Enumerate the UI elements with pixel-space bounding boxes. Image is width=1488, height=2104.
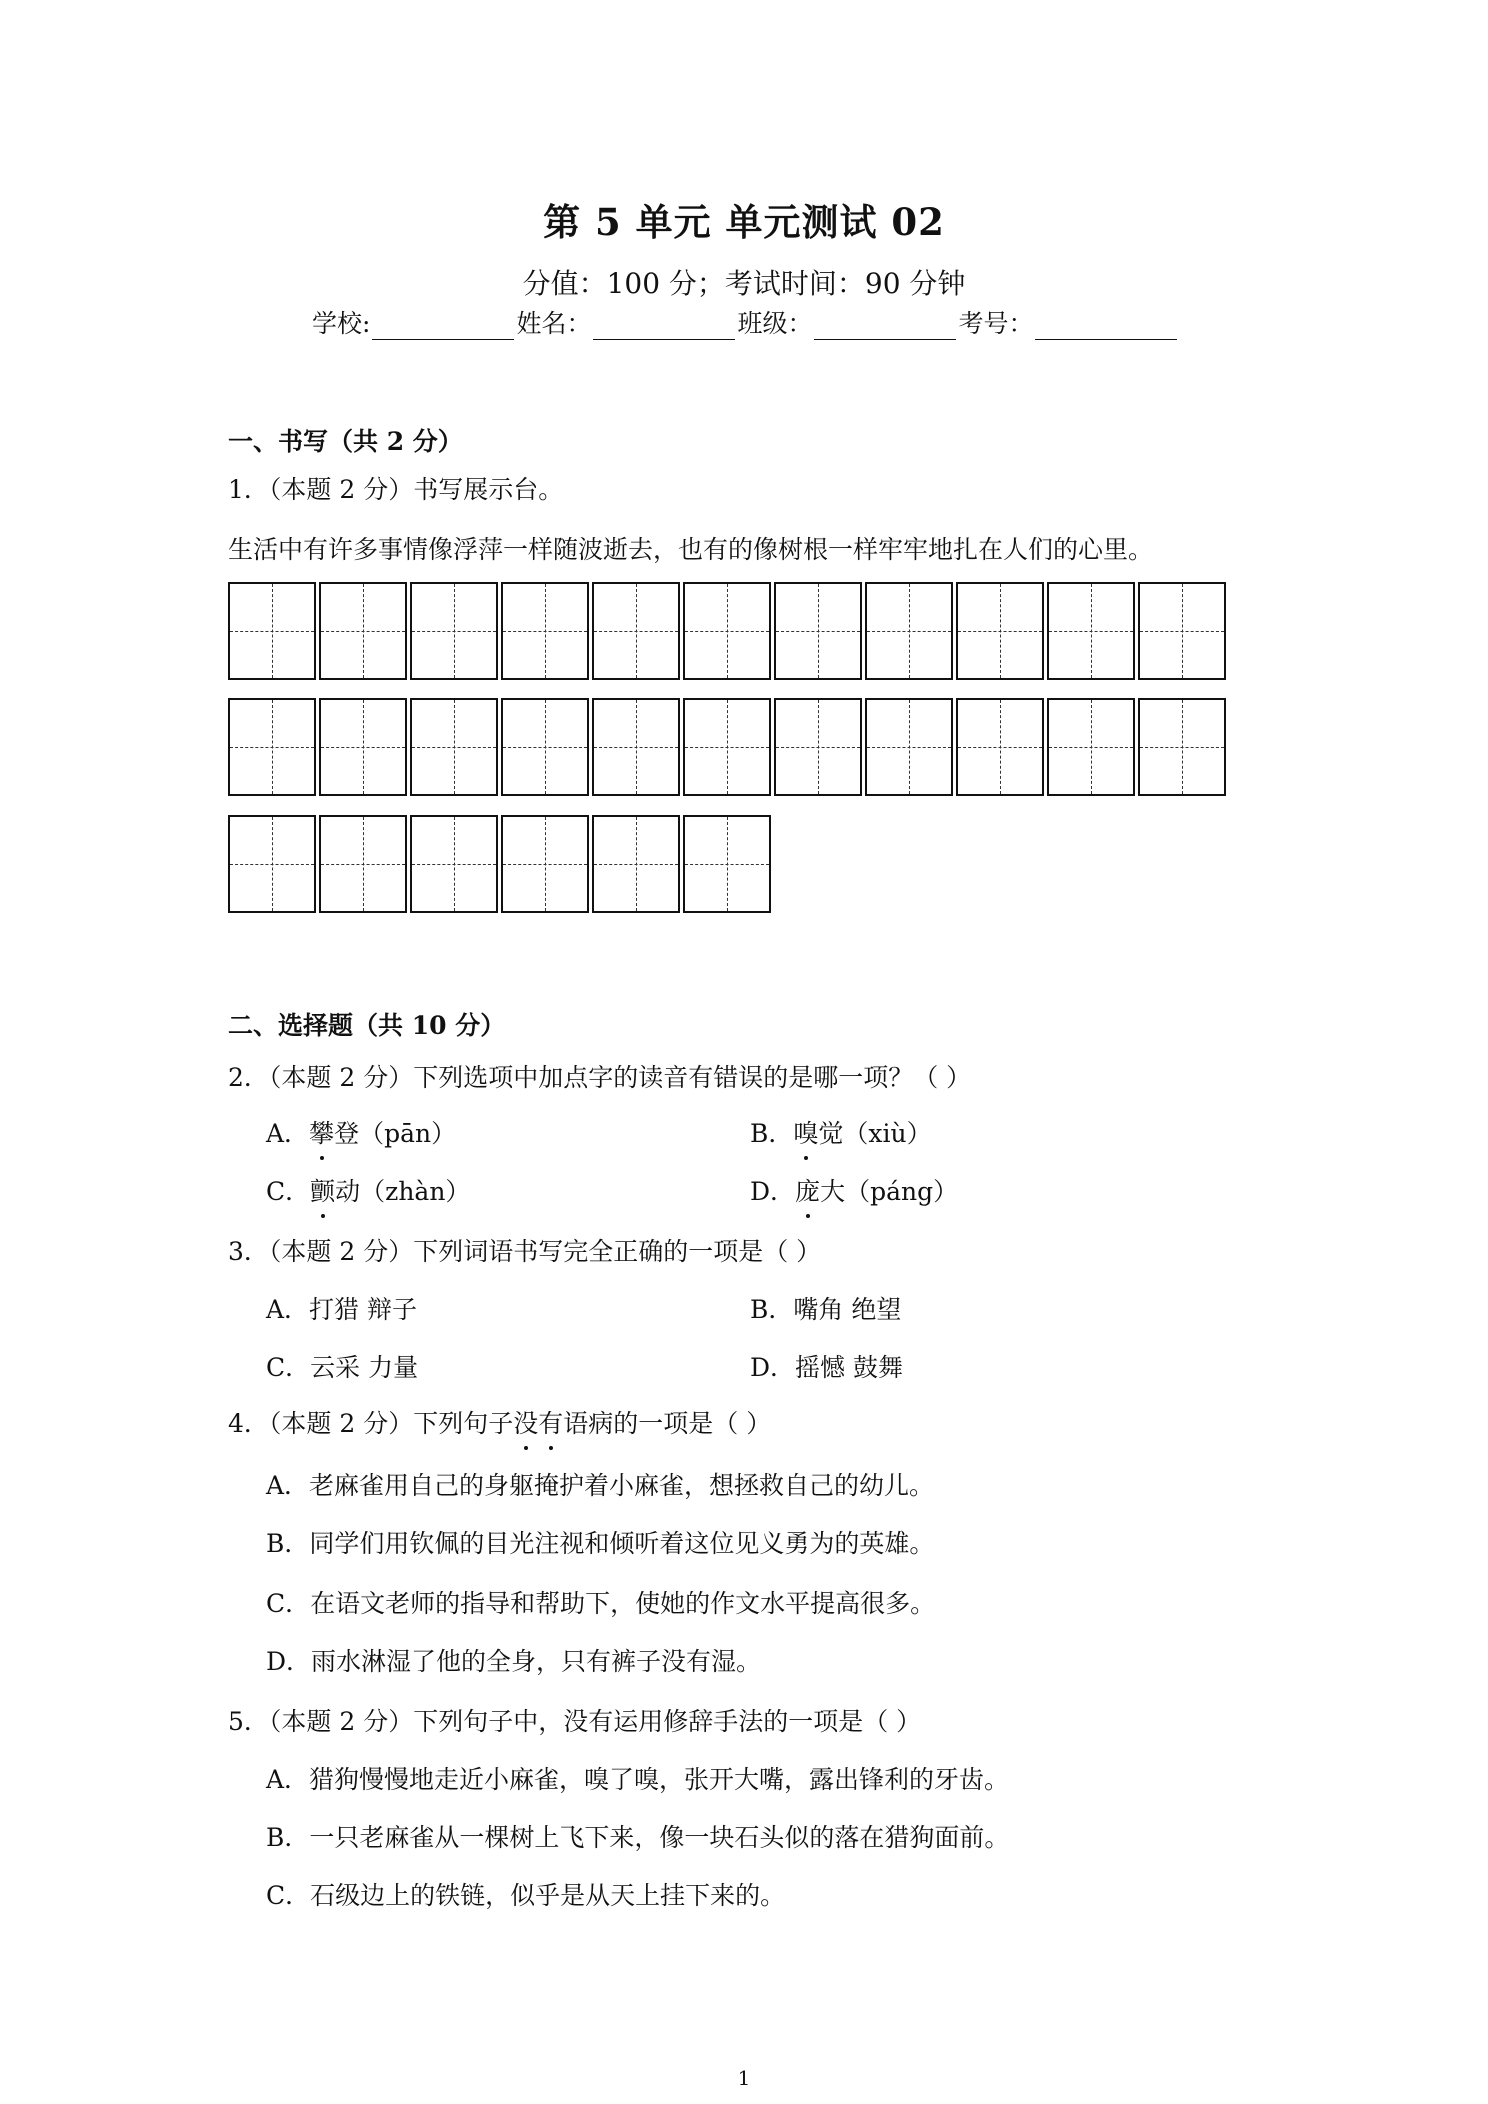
question-2-option-d[interactable] [750, 1172, 958, 1208]
page-title: 第 5 单元 单元测试 02 [543, 200, 945, 244]
student-info-fields [312, 304, 1179, 340]
writing-cell[interactable] [956, 698, 1044, 796]
question-5-option-a[interactable]: A．猎狗慢慢地走近小麻雀，嗅了嗅，张开大嘴，露出锋利的牙齿。 [266, 1765, 1010, 1794]
writing-cell[interactable] [683, 815, 771, 913]
writing-cell[interactable] [865, 698, 953, 796]
question-5-option-b[interactable]: B．一只老麻雀从一棵树上飞下来，像一块石头似的落在猎狗面前。 [266, 1823, 1010, 1852]
question-2-option-a[interactable] [266, 1114, 456, 1150]
writing-grid-row-1 [228, 582, 1229, 680]
writing-cell[interactable] [501, 698, 589, 796]
question-3-option-c[interactable]: C．云采 力量 [266, 1353, 419, 1382]
option-letter: B． [750, 1119, 794, 1148]
exam-no-label: 考号： [958, 309, 1034, 338]
writing-cell[interactable] [1138, 698, 1226, 796]
stem-text: 语病的一项是（ ） [563, 1409, 772, 1438]
writing-cell[interactable] [683, 698, 771, 796]
writing-cell[interactable] [319, 815, 407, 913]
question-4-option-d[interactable]: D．雨水淋湿了他的全身，只有裤子没有湿。 [266, 1647, 762, 1676]
question-4-option-c[interactable]: C．在语文老师的指导和帮助下，使她的作文水平提高很多。 [266, 1589, 936, 1618]
writing-cell[interactable] [683, 582, 771, 680]
emphasis-dot-char: 有 [538, 1404, 563, 1440]
question-4-option-b[interactable]: B．同学们用钦佩的目光注视和倾听着这位见义勇为的英雄。 [266, 1529, 935, 1558]
writing-cell[interactable] [319, 582, 407, 680]
emphasis-dot-char: 攀 [309, 1114, 334, 1150]
option-text: 觉（xiù） [818, 1119, 932, 1148]
writing-cell[interactable] [410, 582, 498, 680]
section-heading-writing: 一、书写（共 2 分） [228, 427, 463, 456]
school-blank[interactable] [372, 315, 514, 340]
section-heading-choice: 二、选择题（共 10 分） [228, 1011, 506, 1040]
writing-cell[interactable] [228, 815, 316, 913]
question-3-option-b[interactable]: B．嘴角 绝望 [750, 1295, 902, 1324]
option-letter: D． [750, 1177, 796, 1206]
emphasis-dot-char: 庞 [795, 1172, 820, 1208]
question-3-option-a[interactable]: A．打猎 辩子 [266, 1295, 418, 1324]
class-blank[interactable] [814, 315, 956, 340]
question-2-option-b[interactable] [750, 1114, 932, 1150]
writing-cell[interactable] [228, 698, 316, 796]
name-label: 姓名： [516, 309, 592, 338]
writing-cell[interactable] [410, 815, 498, 913]
question-3-option-d[interactable]: D．摇憾 鼓舞 [750, 1353, 903, 1382]
writing-cell[interactable] [319, 698, 407, 796]
page-number: 1 [737, 2066, 751, 2090]
writing-cell[interactable] [774, 582, 862, 680]
writing-cell[interactable] [774, 698, 862, 796]
writing-cell[interactable] [501, 582, 589, 680]
option-letter: C． [266, 1177, 311, 1206]
question-2-stem: 2．（本题 2 分）下列选项中加点字的读音有错误的是哪一项？（ ） [228, 1063, 972, 1092]
question-4-option-a[interactable]: A．老麻雀用自己的身躯掩护着小麻雀，想拯救自己的幼儿。 [266, 1471, 935, 1500]
writing-cell[interactable] [592, 582, 680, 680]
question-4-stem [228, 1404, 771, 1440]
writing-cell[interactable] [1138, 582, 1226, 680]
question-5-option-c[interactable]: C．石级边上的铁链，似乎是从天上挂下来的。 [266, 1881, 786, 1910]
option-text: 动（zhàn） [335, 1177, 471, 1206]
writing-grid-row-2 [228, 698, 1229, 796]
emphasis-dot-char: 没 [513, 1404, 538, 1440]
writing-cell[interactable] [501, 815, 589, 913]
writing-cell[interactable] [865, 582, 953, 680]
option-text: 大（páng） [820, 1177, 959, 1206]
writing-cell[interactable] [228, 582, 316, 680]
exam-no-blank[interactable] [1035, 315, 1177, 340]
question-2-option-c[interactable] [266, 1172, 470, 1208]
stem-text: 4．（本题 2 分）下列句子 [228, 1409, 514, 1438]
question-1-stem: 1．（本题 2 分）书写展示台。 [228, 475, 564, 504]
question-3-stem: 3．（本题 2 分）下列词语书写完全正确的一项是（ ） [228, 1237, 822, 1266]
writing-grid-row-3 [228, 815, 774, 913]
class-label: 班级： [737, 309, 813, 338]
option-letter: A． [266, 1119, 310, 1148]
writing-passage: 生活中有许多事情像浮萍一样随波逝去，也有的像树根一样牢牢地扎在人们的心里。 [228, 535, 1154, 564]
writing-cell[interactable] [1047, 582, 1135, 680]
writing-cell[interactable] [410, 698, 498, 796]
emphasis-dot-char: 嗅 [793, 1114, 818, 1150]
writing-cell[interactable] [592, 815, 680, 913]
writing-cell[interactable] [592, 698, 680, 796]
name-blank[interactable] [593, 315, 735, 340]
exam-info: 分值：100 分；考试时间：90 分钟 [522, 267, 966, 300]
option-text: 登（pān） [334, 1119, 457, 1148]
writing-cell[interactable] [956, 582, 1044, 680]
writing-cell[interactable] [1047, 698, 1135, 796]
question-5-stem: 5．（本题 2 分）下列句子中，没有运用修辞手法的一项是（ ） [228, 1707, 922, 1736]
emphasis-dot-char: 颤 [310, 1172, 335, 1208]
school-label: 学校: [312, 309, 371, 338]
